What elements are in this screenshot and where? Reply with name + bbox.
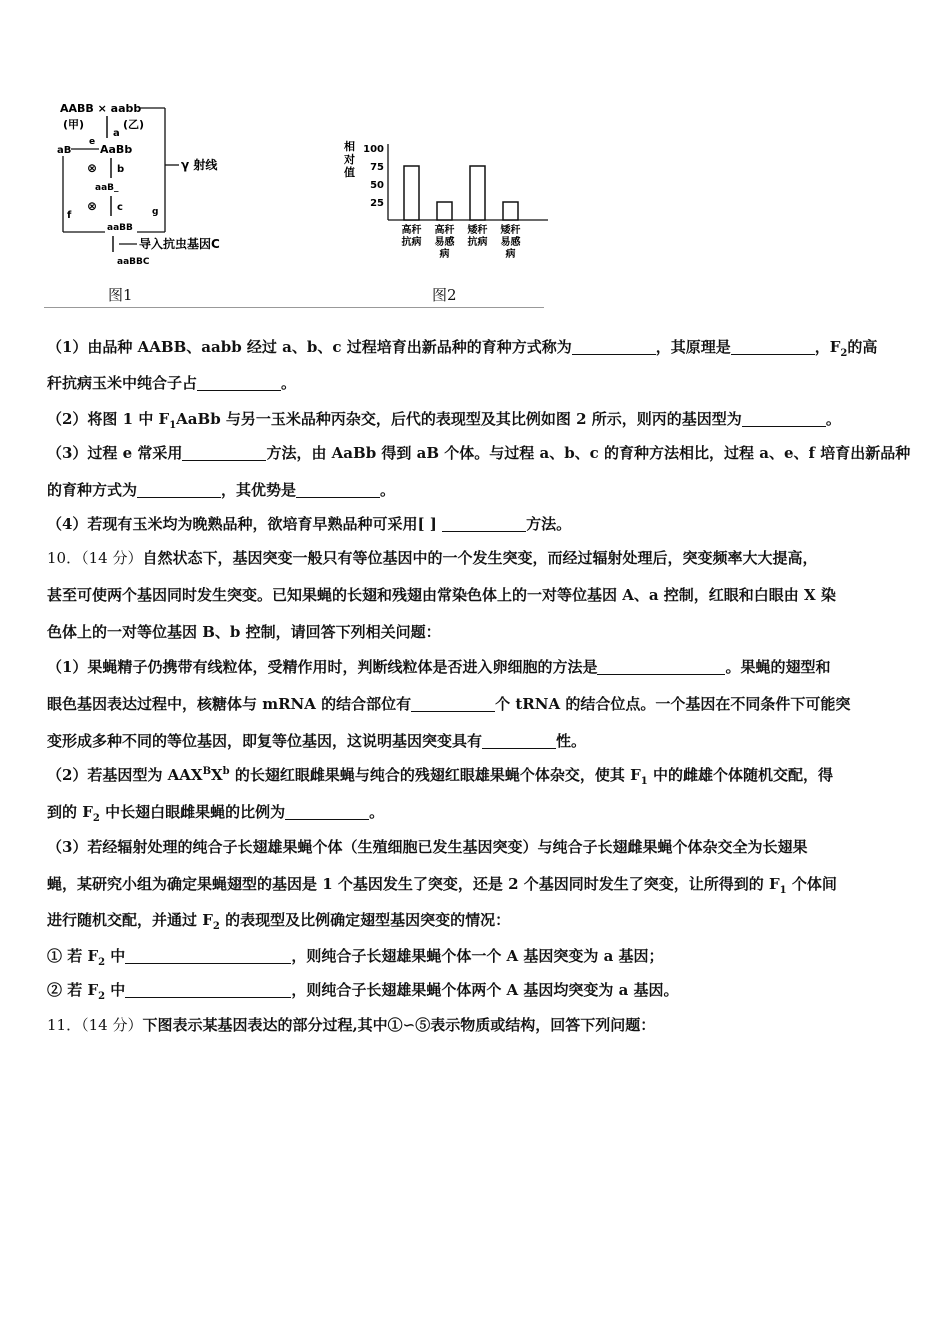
label-a: a	[113, 128, 120, 139]
q1-blank-3[interactable]	[197, 375, 281, 391]
q10-p3-line-2	[47, 874, 907, 894]
q10-o2-blank[interactable]	[125, 982, 291, 998]
q2-sub: 1	[169, 420, 177, 431]
q10-p2-text-g: 。	[369, 803, 385, 821]
category-label: 高秆	[401, 225, 422, 236]
selfing-symbol-2: ⊗	[87, 199, 98, 213]
q10-p3-sub: 1	[779, 885, 787, 896]
q11-number: 11．（14 分）	[47, 1016, 143, 1034]
q2-line	[47, 409, 907, 429]
category-label: 矮秆	[500, 225, 521, 236]
q10-p2-line-2	[47, 802, 907, 822]
aabbc-label: aaBBC	[117, 257, 150, 267]
label-g: g	[152, 207, 159, 217]
q10-p3-text-e: 的表现型及比例确定翅型基因突变的情况：	[219, 911, 511, 929]
q2-tail: 。	[825, 410, 841, 428]
q10-o1-text-c: ，则纯合子长翅雄果蝇个体一个 A 基因突变为 a 基因；	[291, 947, 664, 965]
q10-number: 10．（14 分）	[47, 549, 143, 567]
q1-text-a: （1）由品种 AABB、aabb 经过 a、b、c 过程培育出新品种的育种方式称为	[47, 338, 572, 356]
aabb-label: aaBB	[107, 223, 133, 233]
q10-p2-sub: 1	[640, 776, 648, 787]
q10-p2-text-f: 中长翅白眼雌果蝇的比例为	[99, 803, 286, 821]
q10-o2-sub: 2	[98, 991, 106, 1002]
q1-text-d: 的高	[847, 338, 878, 356]
q10-p3-text-c: 个体间	[786, 875, 837, 893]
q10-o2-text-c: ，则纯合子长翅雄果蝇个体两个 A 基因均突变为 a 基因。	[291, 981, 679, 999]
q10-p1-line-2	[47, 694, 907, 714]
q10-o2-text-a: ② 若 F	[47, 981, 99, 999]
q4-line	[47, 514, 907, 534]
q10-line-2	[47, 585, 907, 605]
q10-p2-sup-2: b	[222, 766, 230, 777]
category-label: 病	[505, 249, 516, 260]
figure-divider	[44, 307, 544, 308]
q1-blank-2[interactable]	[731, 339, 815, 355]
category-label: 高秆	[434, 225, 455, 236]
q10-p1-text-e: 变形成多种不同的等位基因，即复等位基因，这说明基因突变具有	[47, 732, 483, 750]
q10-p3-text-d: 进行随机交配，并通过 F	[47, 911, 213, 929]
q10-o1-sub: 2	[98, 957, 106, 968]
q10-o1-text-b: 中	[105, 947, 126, 965]
q10-text-1: 自然状态下，基因突变一般只有等位基因中的一个发生突变，而经过辐射处理后，突变频率大大提高，	[142, 549, 818, 567]
label-c: c	[117, 202, 123, 213]
q3-blank-3[interactable]	[296, 482, 380, 498]
q10-p2-blank[interactable]	[285, 804, 369, 820]
q10-p1-text-b: 。果蝇的翅型和	[725, 658, 831, 676]
q1-text-c: ，F	[814, 338, 841, 356]
q10-p1-text-f: 性。	[556, 732, 587, 750]
parent-b-label: (乙)	[123, 118, 145, 131]
q3-blank-2[interactable]	[137, 482, 221, 498]
q10-p2-text-d: 中的雌雄个体随机交配，得	[647, 766, 833, 784]
category-label: 矮秆	[467, 225, 488, 236]
q10-p1-text-c: 眼色基因表达过程中，核糖体与 mRNA 的结合部位有	[47, 695, 412, 713]
bar-矮秆抗病	[470, 166, 485, 220]
gamma-label: γ 射线	[181, 158, 218, 172]
q10-o2-text-b: 中	[105, 981, 126, 999]
q4-blank[interactable]	[442, 516, 526, 532]
q10-p2-text-c: 的长翅红眼雌果蝇与纯合的残翅红眼雄果蝇个体杂交，使其 F	[229, 766, 641, 784]
aab-label: aaB_	[95, 183, 119, 193]
q10-p2-line-1	[47, 765, 907, 785]
figure-1-svg	[55, 100, 305, 270]
q4-text-b: 方法。	[526, 515, 572, 533]
figure-2-svg	[340, 138, 560, 268]
q10-text-2: 甚至可使两个基因同时发生突变。已知果蝇的长翅和残翅由常染色体上的一对等位基因 A、a 控制，红眼和白眼由 X 染	[47, 586, 836, 604]
selfing-symbol-1: ⊗	[87, 161, 98, 175]
q3-text-c: 的育种方式为	[47, 481, 138, 499]
q10-text-3: 色体上的一对等位基因 B、b 控制，请回答下列相关问题：	[47, 623, 441, 641]
q10-p3-text-b: 蝇，某研究小组为确定果蝇翅型的基因是 1 个基因发生了突变，还是 2 个基因同时发生了突变，让所得到的 F	[47, 875, 780, 893]
label-b: b	[117, 164, 125, 175]
q10-p3-sub-2: 2	[212, 921, 220, 932]
category-label: 病	[439, 249, 450, 260]
category-label: 抗病	[401, 237, 422, 248]
category-label: 易感	[500, 237, 521, 248]
q2-text-a: （2）将图 1 中 F	[47, 410, 170, 428]
figure-2-chart	[340, 138, 560, 268]
q10-line-3	[47, 622, 907, 642]
q10-p3-line-1	[47, 837, 907, 857]
q1-line-1	[47, 337, 907, 357]
q1-text-b: ，其原理是	[655, 338, 731, 356]
insert-gene-label: 导入抗虫基因C	[139, 237, 220, 251]
q10-p1-blank-2[interactable]	[411, 696, 495, 712]
q3-text-a: （3）过程 e 常采用	[47, 444, 183, 462]
q1-tail: 。	[281, 374, 297, 392]
q10-o1-text-a: ① 若 F	[47, 947, 99, 965]
q10-p1-text-a: （1）果蝇精子仍携带有线粒体，受精作用时，判断线粒体是否进入卵细胞的方法是	[47, 658, 598, 676]
q10-p2-sup-1: B	[202, 766, 212, 777]
y-tick-label: 25	[370, 198, 384, 209]
category-label: 易感	[434, 237, 455, 248]
label-f: f	[67, 210, 72, 221]
q3-line-1	[47, 443, 911, 463]
category-label: 抗病	[467, 237, 488, 248]
q10-p3-text-a: （3）若经辐射处理的纯合子长翅雄果蝇个体（生殖细胞已发生基因突变）与纯合子长翅雌果蝇个体杂交全为长翅果	[47, 838, 808, 856]
bar-高秆抗病	[404, 166, 419, 220]
y-tick-label: 100	[363, 144, 384, 155]
cross-label: AABB × aabb	[60, 102, 142, 115]
q10-p1-blank-3[interactable]	[482, 733, 556, 749]
ab-left-label: aB	[57, 145, 72, 156]
q10-o1-blank[interactable]	[125, 948, 291, 964]
q1-sub: 2	[840, 348, 848, 359]
q10-p1-blank-1[interactable]	[597, 659, 725, 675]
y-tick-label: 75	[370, 162, 384, 173]
q2-blank[interactable]	[742, 411, 826, 427]
y-axis-label-char: 值	[344, 166, 355, 179]
q11-line	[47, 1015, 907, 1035]
q1-line-2	[47, 373, 907, 393]
figure-1-caption: 图1	[108, 286, 133, 304]
q3-blank-1[interactable]	[182, 445, 266, 461]
q10-option-2	[47, 980, 907, 1000]
figure-1-breeding-diagram	[55, 100, 305, 270]
q10-p1-line-3	[47, 731, 907, 751]
q10-option-1	[47, 946, 907, 966]
q10-p2-text-a: （2）若基因型为 AAX	[47, 766, 203, 784]
q3-line-2	[47, 480, 907, 500]
q10-p1-line-1	[47, 657, 907, 677]
bar-高秆易感病	[437, 202, 452, 220]
label-e: e	[89, 137, 96, 147]
y-tick-label: 50	[370, 180, 384, 191]
q10-p2-text-b: X	[211, 766, 223, 784]
q1-blank-1[interactable]	[572, 339, 656, 355]
bar-矮秆易感病	[503, 202, 518, 220]
y-axis-label-char: 相	[344, 140, 355, 153]
parent-a-label: (甲)	[63, 118, 85, 131]
q4-text-a: （4）若现有玉米均为晚熟品种，欲培育早熟品种可采用[ ]	[47, 515, 443, 533]
q1-text-e: 秆抗病玉米中纯合子占	[47, 374, 198, 392]
f1-label: AaBb	[100, 143, 133, 156]
y-axis-label-char: 对	[344, 153, 355, 166]
q10-p2-text-e: 到的 F	[47, 803, 93, 821]
q10-p2-sub-2: 2	[92, 813, 100, 824]
q3-tail: 。	[380, 481, 396, 499]
q10-line-1	[47, 548, 907, 568]
q10-p3-line-3	[47, 910, 907, 930]
q3-text-d: ，其优势是	[221, 481, 297, 499]
q11-text: 下图表示某基因表达的部分过程,其中①∽⑤表示物质或结构，回答下列问题：	[142, 1016, 656, 1034]
q3-text-b: 方法，由 AaBb 得到 aB 个体。与过程 a、b、c 的育种方法相比，过程 a、e、f 培育出新品种	[266, 444, 911, 462]
q2-text-b: AaBb 与另一玉米品种丙杂交，后代的表现型及其比例如图 2 所示，则丙的基因型为	[176, 410, 742, 428]
q10-p1-text-d: 个 tRNA 的结合位点。一个基因在不同条件下可能突	[495, 695, 851, 713]
figure-2-caption: 图2	[432, 286, 457, 304]
